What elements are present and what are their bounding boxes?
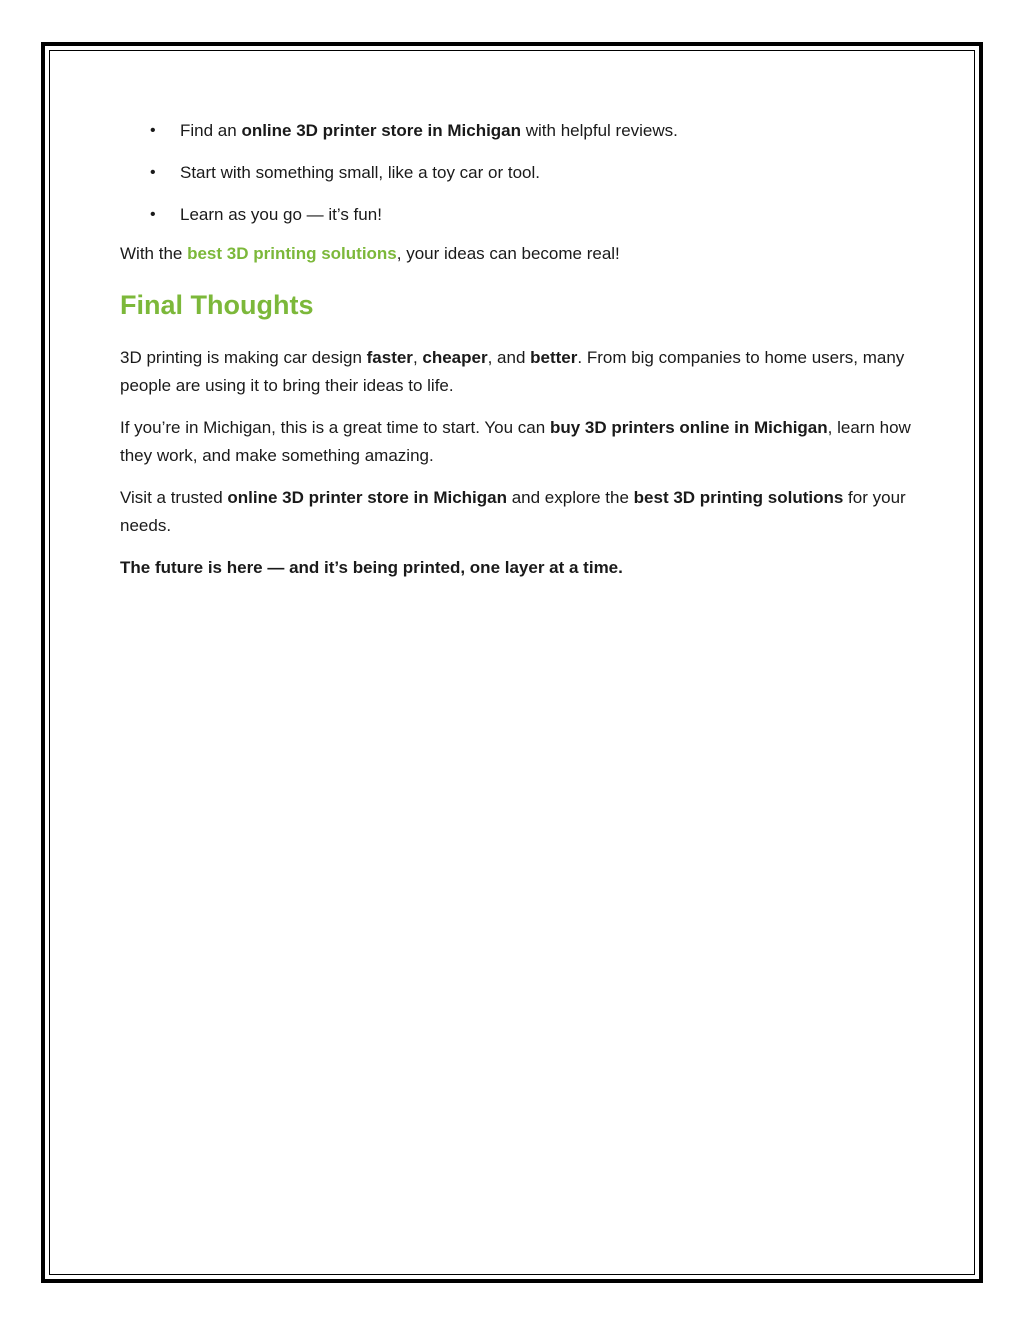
bullet-icon: • [150, 164, 156, 181]
bullet-icon: • [150, 122, 156, 139]
section-heading: Final Thoughts [120, 290, 314, 320]
list-item: • Learn as you go — it’s fun! [120, 202, 920, 228]
intro-paragraph: With the best 3D printing solutions, your ideas can become real! [120, 244, 620, 263]
bold-text: online 3D printer store in Michigan [241, 121, 522, 140]
paragraph: Visit a trusted online 3D printer store in Michigan and explore the best 3D printing solutions for your needs. [120, 488, 906, 535]
list-item: • Start with something small, like a toy car or tool. [120, 160, 920, 186]
bullet-icon: • [150, 206, 156, 223]
best-3d-printing-link[interactable]: best 3D printing solutions [187, 244, 397, 263]
tips-list [120, 118, 920, 228]
paragraph: If you’re in Michigan, this is a great time to start. You can buy 3D printers online in Michigan, learn how they work, and make something amazing. [120, 418, 911, 465]
document-body [120, 118, 920, 596]
closing-statement: The future is here — and it’s being printed, one layer at a time. [120, 558, 623, 577]
paragraph: 3D printing is making car design faster, cheaper, and better. From big companies to home users, many people are using it to bring their ideas to life. [120, 348, 905, 395]
list-item: • Find an online 3D printer store in Michigan with helpful reviews. [120, 118, 920, 144]
